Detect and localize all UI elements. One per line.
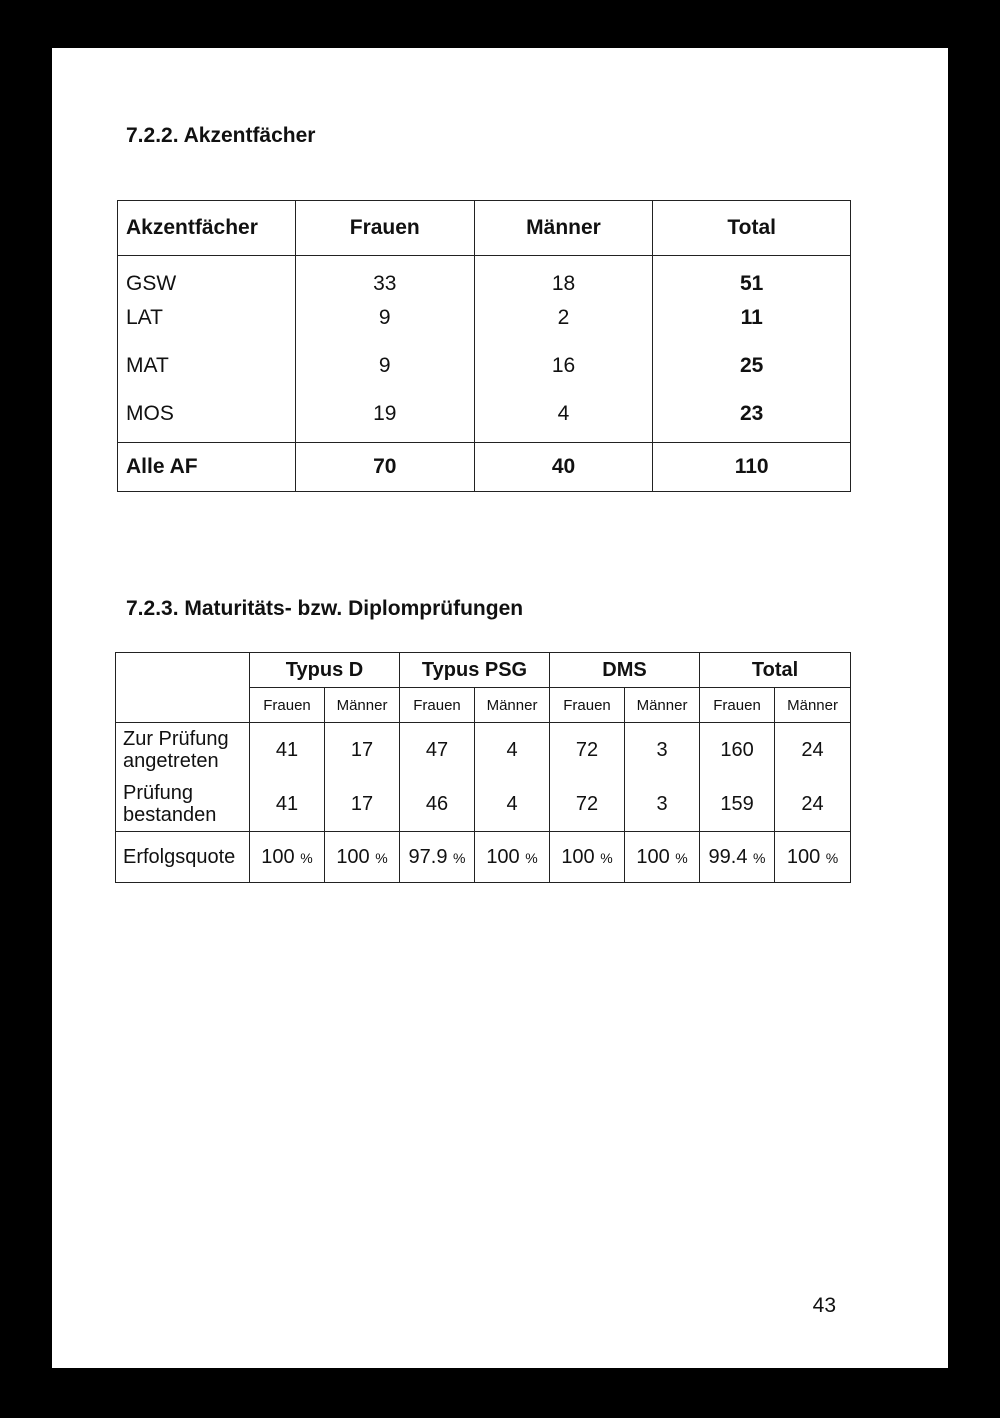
quote-value: 100 — [486, 845, 520, 868]
quote-cell — [775, 832, 851, 883]
footer-label: Alle AF — [118, 443, 296, 492]
quote-value: 100 — [786, 845, 821, 868]
table-cell: 160 — [700, 723, 775, 778]
row-name: MAT — [126, 354, 169, 377]
percent-unit: % — [600, 849, 613, 866]
quote-value: 99.4 — [708, 845, 748, 868]
quote-cell — [250, 832, 325, 883]
quote-cell — [325, 832, 400, 883]
table-cell: 46 — [400, 777, 475, 832]
section-heading-pruefungen: 7.2.3. Maturitäts- bzw. Diplomprüfungen — [126, 597, 524, 620]
row-label-line: Zur Prüfung — [123, 728, 229, 750]
sub-header: Frauen — [250, 688, 325, 723]
table-cell: 3 — [625, 723, 700, 778]
table-cell: 3 — [625, 777, 700, 832]
col-header-maenner: Männer — [474, 201, 653, 256]
frauen-cell — [295, 256, 474, 443]
table-cell: 159 — [700, 777, 775, 832]
quote-cell — [400, 832, 475, 883]
percent-unit: % — [825, 849, 839, 866]
col-header-total: Total — [653, 201, 851, 256]
row-label-angetreten — [116, 723, 250, 778]
table-cell: 17 — [325, 777, 400, 832]
sub-header: Männer — [625, 688, 700, 723]
maenner-cell — [474, 256, 653, 443]
table-cell: 72 — [550, 723, 625, 778]
value: 25 — [740, 354, 764, 377]
value: 9 — [378, 354, 391, 377]
quote-value: 100 — [561, 845, 595, 868]
sub-header: Männer — [475, 688, 550, 723]
quote-value: 100 — [336, 845, 370, 868]
percent-unit: % — [453, 849, 466, 866]
quote-cell — [550, 832, 625, 883]
footer-maenner: 40 — [474, 443, 653, 492]
sub-header: Frauen — [700, 688, 775, 723]
quote-cell — [625, 832, 700, 883]
table-cell: 47 — [400, 723, 475, 778]
quote-value: 97.9 — [408, 845, 448, 868]
quote-value: 100 — [636, 845, 670, 868]
value: 9 — [378, 306, 391, 329]
row-name: LAT — [126, 306, 163, 329]
percent-unit: % — [300, 849, 313, 866]
quote-cell — [700, 832, 775, 883]
quote-value: 100 — [261, 845, 295, 868]
sub-header: Frauen — [400, 688, 475, 723]
value: 18 — [551, 272, 576, 295]
quote-cell — [475, 832, 550, 883]
row-label-line: Prüfung — [123, 782, 194, 804]
row-name: GSW — [126, 272, 177, 295]
group-header: DMS — [550, 653, 700, 688]
row-label-line: angetreten — [123, 750, 219, 772]
value: 11 — [740, 306, 763, 329]
col-header-akzentfaecher: Akzentfächer — [118, 201, 296, 256]
value: 2 — [557, 306, 570, 329]
value: 51 — [740, 272, 764, 295]
sub-header: Frauen — [550, 688, 625, 723]
table-cell: 72 — [550, 777, 625, 832]
page-number: 43 — [812, 1294, 836, 1317]
value: 19 — [373, 402, 397, 425]
value: 16 — [551, 354, 576, 377]
percent-unit: % — [675, 849, 688, 866]
table-cell: 41 — [250, 723, 325, 778]
total-cell — [653, 256, 851, 443]
group-header: Typus PSG — [400, 653, 550, 688]
document-page — [52, 48, 948, 1368]
table-cell: 24 — [775, 723, 851, 778]
percent-unit: % — [375, 849, 388, 866]
row-label-line: bestanden — [123, 804, 217, 826]
group-header: Total — [700, 653, 851, 688]
percent-unit: % — [753, 849, 766, 866]
table-cell: 17 — [325, 723, 400, 778]
pruefungen-table — [115, 652, 851, 883]
akzentfaecher-table — [117, 200, 851, 492]
empty-corner-cell — [116, 653, 250, 723]
row-name: MOS — [126, 402, 174, 425]
value: 33 — [373, 272, 397, 295]
section-heading-akzentfaecher: 7.2.2. Akzentfächer — [126, 124, 316, 147]
footer-total: 110 — [653, 443, 851, 492]
row-label-erfolgsquote: Erfolgsquote — [116, 832, 250, 883]
table-cell: 4 — [475, 723, 550, 778]
value: 23 — [740, 402, 764, 425]
group-header: Typus D — [250, 653, 400, 688]
row-label-bestanden — [116, 777, 250, 832]
table-cell: 41 — [250, 777, 325, 832]
col-header-frauen: Frauen — [295, 201, 474, 256]
value: 4 — [557, 402, 570, 425]
sub-header: Männer — [325, 688, 400, 723]
names-cell — [118, 256, 296, 443]
table-cell: 4 — [475, 777, 550, 832]
table-cell: 24 — [775, 777, 851, 832]
percent-unit: % — [525, 849, 538, 866]
sub-header: Männer — [775, 688, 851, 723]
footer-frauen: 70 — [295, 443, 474, 492]
